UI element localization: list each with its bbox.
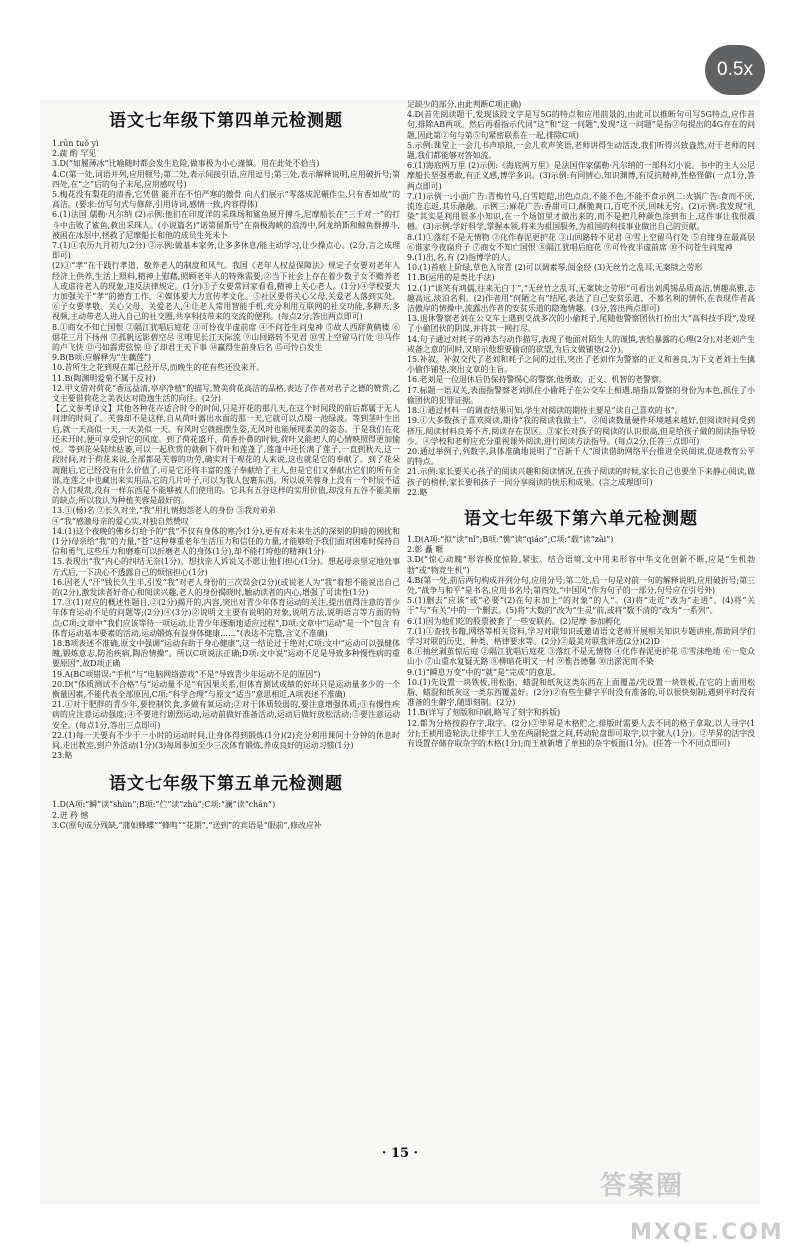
answer-line: 12.都为分格按韵存字,取字。(2分)②毕昇是木格贮之,排版时需要人去不同的格子拿取,以人寻字(1分);王祯用造轮法,让排字工人坐在两副轮盘之间,转动轮盘即可取字,以字就人(1分)。②毕昇的活字没有设置存储存取杂字的木格(1分);而王祯新增了单独的杂字板面(1分)。(任答一个不同点即可): [407, 718, 755, 748]
answer-line: 1.D(A项:“拟”读“nǐ”;B项:“憔”读“qiáo”;C项:“载”读“zài”): [407, 534, 614, 544]
unit5-answers: [52, 800, 400, 831]
answer-line: 22.(1)每一天要有不少于一小时的运动时间,让身体得到锻炼(1分)(2)充分利用课间十分钟的休息时间,走出教室,到户外活动(1分)(3)每周参加至少三次体育锻炼,养成良好的运动习惯(1分): [52, 730, 400, 750]
answer-line: ④“我”感激母亲的爱心实,对独自然赞叹: [52, 516, 189, 526]
answer-line: 7.(1)①农历九月初九(2分) ②示例:做基本家务,让多多休息/能主动学习,让少操点心。(2分,言之成理即可): [52, 241, 400, 261]
answer-line: 6.(1)海底两万里 (2)示例:《海底两万里》是法国作家儒勒·凡尔纳的一部科幻小说。书中的主人公尼摩船长坚强勇敢,有正义感,博学多识。(3)示例:有同情心,知识渊博,有反抗精神,性格怪僻(一点1分,答两点即可): [407, 161, 755, 191]
watermark-url: MXQE.COM: [630, 1220, 784, 1245]
answer-line: 2.彰 矗 暱: [407, 545, 444, 555]
answer-line: 14.句子通过对耗子的神态与动作描写,表现了他面对陌生人的谨慎,害怕暴露的心理(2分),对老刘产生戒备之意的同时,又暗示他想要偷窃的欲望,为后文做铺垫(2分)。: [407, 334, 755, 354]
answer-line: 9.(1)出,名,有 (2)指博学的人。: [407, 253, 516, 263]
answer-line: 18.①通过材料一的调查结果可知,学生对阅读的期待主要是“读自己喜欢的书”。: [407, 406, 683, 416]
answer-line: 5.示例:课堂上一会儿书声琅琅,一会儿欢声笑语,老师讲得生动活泼,我们听得兴致盎然,对于老师的问题,我们都能够对答如流。: [407, 140, 755, 161]
answer-line: (2)①“孝”在于践行孝道、敬养老人的制度和风气。我国《老年人权益保障法》规定子女要对老年人经济上供养,生活上照料,精神上慰藉,照顾老年人的特殊需要;②当下社会上存在着少数子女不赡养老人或虐待老人的现象,违反法律规定。(1分)③子女要常回家看看,精神上关心老人。(1分)④学校要大力加强关于“孝”的德育工作。④媒体要大力宣传孝文化。⑤社区要将关心父母,关爱老人落到实处。⑥子女要孝敬、关心父母、关爱老人,④让老人常用智能手机,充分利用互联网的社交功能,多聊天,多视频,主动带老人进入自己的社交圈,共享科技带来的交流的便利。(每点2分,答出两点即可): [52, 261, 400, 322]
answer-line: 7.(1)示例一:小面广告:青梅竹马,白雪皑皑,出色点点,不能不色,不能不食示例二:火锅广告:食而不厌,流连忘返,其乐融融。示例三:麻花广告:香甜可口,酥脆爽口,百吃不厌,回味无穷。(2)示例:我发现“扎染”其实是利用很多小知识,在一个场馆里才做出来的,而不是把几种颜色涂到布上,这件事让我很震撼。(3)示例:学好科学,掌握本领,将来为祖国服务,为祖国的科技事业做出自己的贡献。: [407, 191, 755, 232]
answer-line: 【乙文参考译文】其他各种花卉适合时令的时间,只是开花的那几天,在这个时间段的前后都属于无人问津的时间了。芙蓉却不是这样,自从荷叶露出水面的那一天,它就可以点缀一池绿波。等到茎叶生出后,就一天高似一天,一天美似一天。有风时它就摇摆生姿,无风时也能展现柔美的姿态。于是我们在花还未开时,便可享受到它的风度。到了荷花盛开、荷香扑鼻的时候,荷叶又能把人的心情映照得更加愉悦。等到花朵陆续枯萎,可以一起欣赏的就剩下荷叶和莲蓬了,莲蓬中还长满了莲子,一直到秋天,这一段时间,对于荷花来说,全部都是芙蓉的功劳,确实对于观花的人来说,这也就是它的奉献了。到了花朵凋谢后,它已经没有什么价值了,可是它还将丰富的莲子奉献给了主人,但是它们又奉献出它们的所有全部,连莲之中也藏出来实用品,它的几片叶子,可以为我人包裹东西。所以说芙蓉身上没有一个时辰不适合人们观赏,没有一样东西是不能够被人们使用的。它具有五谷这样的实用价值,却没有五谷不能美丽的缺点;所以我认为种植芙蓉是最好的。: [52, 404, 400, 506]
answer-line: 6.(1)因为他们吃的股票被套了一些安联药。(2)尼摩 参加孵化: [407, 616, 621, 626]
answer-line: 4.D(首先阅读题干,发现该段文字是写5G的特点和应用前景的,由此可以推断句可写5G特点,应作首句,排除AB两项。然后再看指示代词“这”和“这一问题”,发现“这一问题”是指②句提出的4G存在的问题,因此第②句与第⑤句紧密联系在一起,排除C项): [407, 110, 755, 140]
unit6-answers: [407, 535, 755, 749]
answer-line: 6.(1)法国 儒勒·凡尔纳 (2)示例:他们在印度洋的采珠场和鲨鱼展开搏斗,尼摩船长在“三千对一”的打斗中击败了鲨鱼,救出采珠人。(小说篇名)“诺第留斯号”在南极海峡的浪涛中,阿龙纳斯和鲸鱼群搏斗,被困在冰层中,拯救了尼摩船长和他的成员生死未卜: [52, 210, 400, 240]
watermark-logo: 答案圈: [600, 1171, 685, 1201]
unit4-title: 语文七年级下第四单元检测题: [109, 111, 343, 131]
answer-line: 8.(1)①落红不是无情物 ②化作春泥更护花 ③山回路转不见君 ④雪上空留马行处 ⑤自缘身在最高层 ⑥谁家今夜扁舟子 ⑦商女不知亡国恨 ⑧隔江犹唱后庭花 ⑨可怜夜半虚前席 ⑩不问苍生问鬼神: [407, 232, 755, 252]
unit5-title: 语文七年级下第五单元检测题: [109, 774, 343, 795]
answer-line: 4.C(第一处,词语并列,应用顿号;第二处,表示间接引语,应用逗号;第三处,表示解释说明,应用破折号;第四处,在“之”后的句子末尾,应用感叹号): [52, 169, 400, 189]
answer-line: 19.A(BC项错误:“手机”与“电脑网络游戏”不是“导致青少年运动不足的原因”): [52, 669, 321, 679]
answer-line: 17.③(1)对应的概述性题目,②(2分)揭开的,内容,突出对青少年体育运动的关注,提出值得注意的青少年体育运动不足的问题等;(2分)④(3分)②说明文主要有说明的对象,说明方法,说明语言等方面的特点;C项:文章中“我们应该等待一项运动,让青少年逐渐地适应过程”,D项:文章中“运动”是一个“包含 有体育运动基本要素的活动,运动锻炼有益身体健康……”(表达不完整,含义不准确): [52, 598, 400, 638]
answer-line: 7.(1)①查找书籍,网络等相关资料,学习对联知识或邀请语文老师开展相关知识专题讲座,帮助同学们学习对联的历史、种类、格律要求等。(2分)②最美对联我评选(2分)(2)D: [407, 626, 755, 646]
answer-line: 23.略: [52, 751, 73, 761]
answer-line: 20.通过举例子,列数字,具体准确地说明了“百新千人”阅读借助网络平台推进全民阅读,促进教育公平的特点。: [407, 446, 755, 467]
answer-line: 3.D(“如履薄冰”比喻随时都会发生危险,做事极为小心谨慎。用在此处不恰当): [52, 159, 320, 169]
answer-line: 19.①大多数孩子喜欢阅读,期待“我的阅读我做主”。②阅读数量硬件环境越来越好,但阅读时间受到挤压,阅读材料良莠不齐,阅读存在误区。③家长对孩子的阅读的认识很高,但是给孩子做的阅读指导较少。④学校和老师应充分重视课外阅读,进行阅读方法指导。(每点2分,任答三点即可): [407, 416, 755, 446]
viewer-toolbar: [0, 0, 800, 100]
answer-line: 16.因老人“汗”钱长久生半,引发“我”对老人身份的三次误会(2分)(或说老人为“我”着想不能说出自己的(2分),激发读者好奇心和阅读兴趣,老人的身份揭晓时,触动读者的内心,增强了可读性(1分): [52, 577, 400, 597]
answer-line: 4.B(第一处,前后两句构成并列分句,应用分号;第二处,后一句是对前一句的解释说明,应用破折号;第三处,“战争与和平”是书名,应用书名号;第四处,“中国风”作为句子的一部分,句号应在引号外): [407, 575, 755, 595]
unit6-title: 语文七年级下第六单元检测题: [464, 508, 698, 529]
answer-line: 22.略: [407, 487, 428, 497]
answer-line: 9.(1)“瞬息万变”中的“就”是“完成”的意思。: [407, 667, 561, 677]
answer-line: 21.示例:家长要关心孩子的阅读兴趣和阅读情况,在孩子阅读的时候,家长自己也要坐下来静心阅读,做孩子的榜样;家长要和孩子一同分享阅读的快乐和成果。(言之成理即可): [407, 467, 755, 487]
zoom-level-button[interactable]: 0.5x: [705, 45, 765, 95]
answer-line: 20.D(“体质测试不合格”与“运动量不足”有因果关系,但体育测试成绩的好坏只是运动量多少的一个衡量因素,不能代表全部原因,C项:“科学合理”与原文“适当”意思相近,A项表述不准确): [52, 679, 400, 699]
answer-line: 10.(1)苔痕上阶绿,草色入帘青 (2)可以调素琴,阅金经 (3)无丝竹之乱耳,无案牍之劳形: [407, 263, 703, 273]
answer-line: 1.D(A项:“瞬”读“shùn”;B项:“伫”读“zhù”;C项:“澜”读“chán”): [52, 800, 276, 810]
answer-line: 11.B(详写了刻版和印刷,略写了刻字和拆版): [407, 708, 561, 718]
answer-line: 1.rūn tuǒ yì: [52, 139, 99, 148]
answer-line: 10.(1)先设置一块铁板,用松脂、蜡混和纸灰这类东西在上面覆盖/先设置一块铁板,在它的上面用松脂、蜡混和纸灰这一类东西覆盖好。(2分)②有些生僻字平时没有准备的,可以很快刻制,遇到平时没有准备的生僻字,随即刻制。(2分): [407, 677, 755, 708]
page-number: · 15 ·: [381, 1146, 419, 1161]
unit4-answers: [52, 139, 400, 761]
left-column: [52, 100, 400, 831]
answer-line: 3.C(原句成分残缺,“蒲如蜂蝶”“蜂鸣”“花期”,“送到”的宾语是“眼前”,修改应补: [52, 820, 322, 830]
answer-line: 15.表现出“我”内心的纠结无奈(1分)。想找亲人诉说又不愿让他们担心(1分)。想起母亲坚定地处事方式后,一下决心不透露自己的烦恼担心(1分): [52, 557, 400, 577]
answer-line: 9.B(B项:应解释为“生藕莲”): [52, 353, 152, 363]
answer-line: 5.梅花没有梨花的清香,它凭借 能开在不怕严寒的傲骨 向人们展示“零落成泥碾作尘,只有香如故”的高洁。(要求:仿写句式与修辞,引用诗词,感情一致,内容得体): [52, 190, 400, 210]
answer-line: 5.(1)删去“应该”或“必要”(2)在句末加上“的对象”的人”。(3)将“走近”改为“走进”。(4)将“关于”与“有关”中的一个删去。(5)将“大数的”改为“生灵”前,或将“数不清的”改为“一系列”。: [407, 596, 755, 616]
answer-line: 11.B(陶渊明爱菊不属于反衬): [52, 373, 156, 383]
answer-line: 12.(1)“谈笑有鸿儒,往来无白丁”,“无丝竹之乱耳,无案牍之劳形”可看出刘禹锡品质高洁,情趣高雅,志趣高远,淡泊名利。(2)作者用“何陋之有”结尾,表达了自己安贫乐道、不慕名利的情怀,在表现作者高洁傲岸的情操中,流露出作者的安贫乐道的隐逸情趣。(3分,答出两点即可): [407, 283, 755, 314]
answer-line: 16.老刘是一位退休后仍保持警惕心的警察,他勇敢、正义、机智的老警察。: [407, 375, 667, 385]
answer-line: 13.退休警察老刘在公交车上遇到交战多次的小偷耗子,尾随他警察团伙打扮出大“高科技手段”,发现了小偷团伙的阴谋,并将其一网打尽。: [407, 314, 755, 334]
answer-line: 3.D(“惊心动魄”形容极度惊险,紧张。结合语境,文中用来形容中华文化创新不断,应是“生机勃勃”或“物竞生机”): [407, 555, 755, 575]
document-page: [40, 100, 784, 1245]
answer-line: 21.①对于肥胖的青少年,要控制饮食,多做有氧运动;②对于体质较弱的,要注意增强体质;③有慢性疾病的应注意运动强度;④不要进行剧烈运动,运动前做好准备活动,运动后做好放松活动;⑤要注意运动安全。(每点1分,答出三点即可): [52, 700, 400, 730]
answer-line: 15.补叙。补叙交代了老刘和耗子之间的过往,突出了老刘作为警察的正义和善良,为下文老刘士生擒小偷作铺垫,突出文章的主旨。: [407, 355, 755, 375]
answer-line: 2.迸 矜 憾: [52, 810, 89, 820]
answer-line: 2.蔬 酌 罕见: [52, 149, 97, 159]
answer-line: 18.B项表述不准确,原文中强调“运动有助于身心健康”,这一结论过于绝对,C项:文中“运动可以强健体魄,锻炼意志,防治疾病,陶冶情操”。所以C项说法正确;D项:文中说“运动不足是导致多种慢性病的重要原因”,故D项正确: [52, 638, 400, 669]
answer-line: 14.(1)这个夜晚的佛乡灯给予的“我”不仅有身体的寒冷(1分),更有对未来生活的深刻的阴暗的困扰和(1分)母亲给“我”的力量,“苍”这种尊重老年生活压力和信任的力量,才能够给予我们面对困难时保持自信和勇气,这些压力和磨难可以折磨老人的身体(1分),却不能打垮他的精神(1分): [52, 526, 400, 557]
answer-line: 10.昔所生之花到现在都已经开尽,而晚生的花有些还没来开。: [52, 363, 265, 373]
answer-line: 12.甲文借对荷花“香远益清,亭亭净植”的描写,赞美荷花高洁的品格,表达了作者对君子之德的赞赏;乙文主要借荷花之美表达对隐逸生活的向往。(2分): [52, 383, 400, 404]
unit5-answers-continued: [407, 100, 755, 498]
answer-line: 8.①商女不知亡国恨 ②隔江犹唱后庭花 ③可怜夜半虚前席 ④不问苍生问鬼神 ⑤故人西辞黄鹤楼 ⑥烟花三月下扬州 ⑦孤帆远影碧空尽 ⑧唯见长江天际流 ⑨山回路转不见君 ⑩雪上空留马行处 ⑪马作的卢飞快 ⑫弓如霹雳弦惊 ⑬了却君王天下事 ⑭赢得生前身后名 ⑮可怜白发生: [52, 322, 400, 353]
answer-line: 11.B(运用的是类比手法): [407, 273, 495, 283]
answer-line: 13.①(杨)名 ②长久对坐,“我”用扎情抱怨老人的身份 ③我对弟弟: [52, 506, 276, 516]
answer-line: 足缺少的部分,由此判断C项正确): [407, 100, 522, 109]
right-column: [407, 100, 755, 749]
answer-line: 17.标题一语双关,表面指警察老刘抓住小偷耗子在公交车上相遇,暗指以警察的身份为本色,抓住了小偷团伙的犯罪证据。: [407, 385, 755, 405]
answer-line: 8.①抽丝剥茧惊后庭 ②隔江犹唱后庭花 ③落红不是无情物 ④化作春泥更护花 ⑤雪沫绝地 ⑥一览众山小 ⑦山重水复疑无路 ⑧柳暗花明又一村 ⑨惟吾德馨 ⑩出淤泥而不染: [407, 647, 755, 667]
